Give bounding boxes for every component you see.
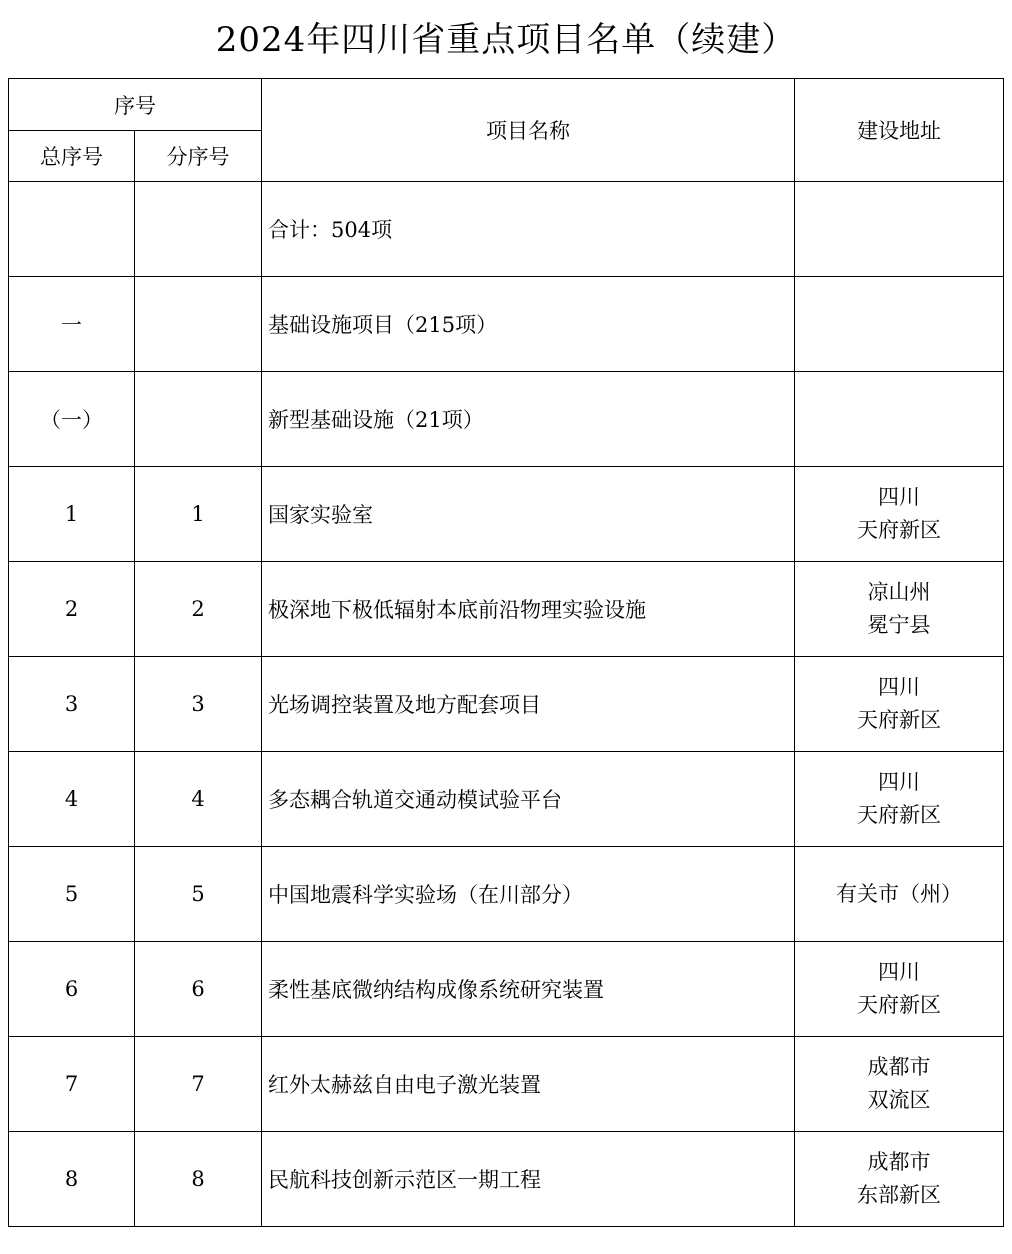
project-name-cell: 国家实验室 (262, 467, 795, 562)
total-seq-cell: 一 (9, 277, 135, 372)
total-seq-cell: 1 (9, 467, 135, 562)
header-total-seq: 总序号 (9, 131, 135, 182)
total-seq-cell: 2 (9, 562, 135, 657)
header-sub-seq: 分序号 (135, 131, 262, 182)
sub-seq-cell (135, 182, 262, 277)
project-name-cell: 柔性基底微纳结构成像系统研究装置 (262, 942, 795, 1037)
location-cell: 成都市 双流区 (795, 1037, 1004, 1132)
sub-seq-cell (135, 277, 262, 372)
sub-seq-cell: 7 (135, 1037, 262, 1132)
sub-seq-cell: 1 (135, 467, 262, 562)
table-row (9, 1037, 1004, 1132)
location-cell: 四川 天府新区 (795, 752, 1004, 847)
location-cell: 四川 天府新区 (795, 942, 1004, 1037)
table-row (9, 657, 1004, 752)
table-row (9, 562, 1004, 657)
total-seq-cell: （一） (9, 372, 135, 467)
project-name-cell: 光场调控装置及地方配套项目 (262, 657, 795, 752)
header-row (9, 79, 1004, 131)
header-location: 建设地址 (795, 79, 1004, 182)
sub-seq-cell: 5 (135, 847, 262, 942)
project-name-cell: 中国地震科学实验场（在川部分） (262, 847, 795, 942)
table-row (9, 752, 1004, 847)
table-row (9, 182, 1004, 277)
total-seq-cell: 4 (9, 752, 135, 847)
total-seq-cell: 3 (9, 657, 135, 752)
table-row (9, 277, 1004, 372)
sub-seq-cell (135, 372, 262, 467)
location-cell: 四川 天府新区 (795, 657, 1004, 752)
location-cell: 成都市 东部新区 (795, 1132, 1004, 1227)
location-cell (795, 277, 1004, 372)
header-project-name: 项目名称 (262, 79, 795, 182)
total-seq-cell: 8 (9, 1132, 135, 1227)
project-table (8, 78, 1004, 1227)
table-row (9, 942, 1004, 1037)
sub-seq-cell: 6 (135, 942, 262, 1037)
project-name-cell: 民航科技创新示范区一期工程 (262, 1132, 795, 1227)
location-cell: 凉山州 冕宁县 (795, 562, 1004, 657)
page-title: 2024年四川省重点项目名单（续建） (215, 20, 797, 60)
total-seq-cell: 5 (9, 847, 135, 942)
sub-seq-cell: 3 (135, 657, 262, 752)
location-cell: 有关市（州） (795, 847, 1004, 942)
sub-seq-cell: 4 (135, 752, 262, 847)
project-name-cell: 多态耦合轨道交通动模试验平台 (262, 752, 795, 847)
table-row (9, 372, 1004, 467)
table-row (9, 467, 1004, 562)
total-seq-cell: 7 (9, 1037, 135, 1132)
header-seq: 序号 (9, 79, 262, 131)
project-name-cell: 极深地下极低辐射本底前沿物理实验设施 (262, 562, 795, 657)
total-seq-cell (9, 182, 135, 277)
project-name-cell: 合计：504项 (262, 182, 795, 277)
project-name-cell: 基础设施项目（215项） (262, 277, 795, 372)
sub-seq-cell: 2 (135, 562, 262, 657)
project-name-cell: 新型基础设施（21项） (262, 372, 795, 467)
location-cell (795, 182, 1004, 277)
table-row (9, 1132, 1004, 1227)
location-cell: 四川 天府新区 (795, 467, 1004, 562)
sub-seq-cell: 8 (135, 1132, 262, 1227)
project-name-cell: 红外太赫兹自由电子激光装置 (262, 1037, 795, 1132)
total-seq-cell: 6 (9, 942, 135, 1037)
location-cell (795, 372, 1004, 467)
table-row (9, 847, 1004, 942)
